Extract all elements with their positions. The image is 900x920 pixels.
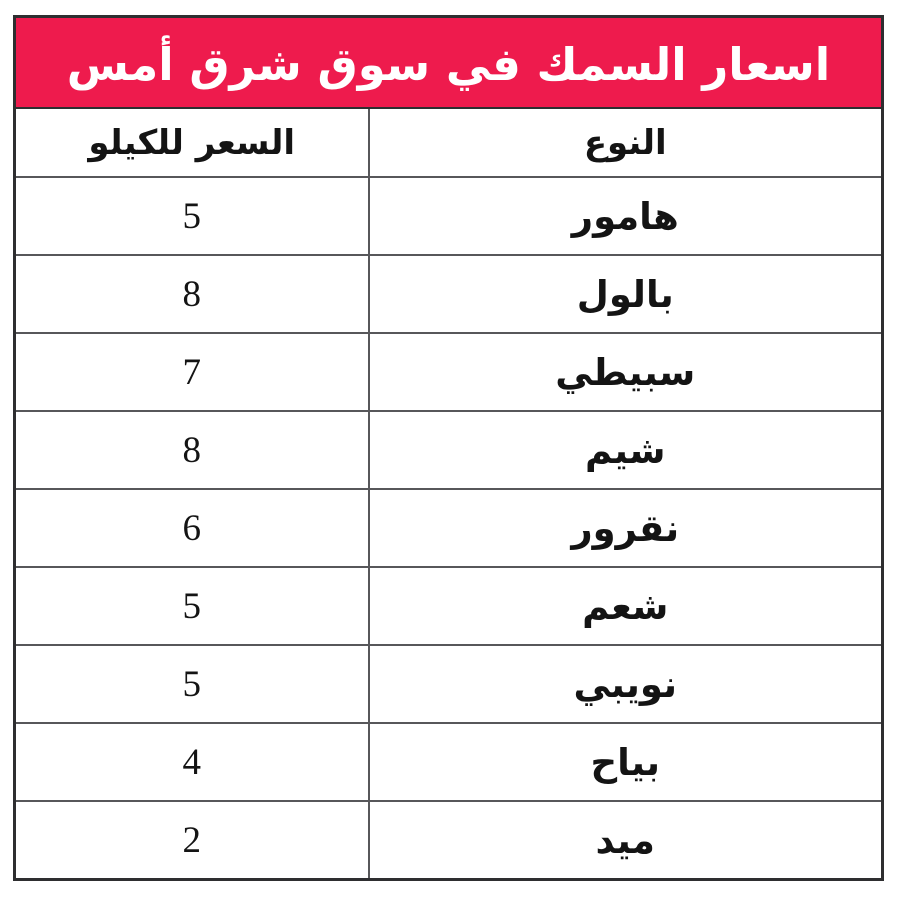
table-row xyxy=(15,567,883,645)
page-title: اسعار السمك في سوق شرق أمس xyxy=(66,38,831,91)
fish-type-cell: سبيطي xyxy=(369,333,883,411)
fish-type-cell: هامور xyxy=(369,177,883,255)
fish-price-cell: 8 xyxy=(15,411,369,489)
column-header-price: السعر للكيلو xyxy=(15,108,369,177)
fish-type-cell: بالول xyxy=(369,255,883,333)
table-row xyxy=(15,801,883,880)
fish-price-cell: 5 xyxy=(15,567,369,645)
table-row xyxy=(15,333,883,411)
fish-price-cell: 7 xyxy=(15,333,369,411)
fish-price-table xyxy=(13,15,884,881)
table-row xyxy=(15,177,883,255)
table-row xyxy=(15,723,883,801)
fish-price-cell: 4 xyxy=(15,723,369,801)
fish-type-cell: ميد xyxy=(369,801,883,880)
fish-price-cell: 5 xyxy=(15,177,369,255)
fish-type-cell: نقرور xyxy=(369,489,883,567)
fish-price-cell: 2 xyxy=(15,801,369,880)
table-header-row xyxy=(15,108,883,177)
table-row xyxy=(15,645,883,723)
fish-price-table-container xyxy=(16,15,884,881)
fish-type-cell: شعم xyxy=(369,567,883,645)
column-header-type: النوع xyxy=(369,108,883,177)
fish-type-cell: شيم xyxy=(369,411,883,489)
table-row xyxy=(15,489,883,567)
table-row xyxy=(15,411,883,489)
fish-price-cell: 6 xyxy=(15,489,369,567)
fish-type-cell: بياح xyxy=(369,723,883,801)
fish-type-cell: نويبي xyxy=(369,645,883,723)
fish-price-cell: 8 xyxy=(15,255,369,333)
title-banner-row xyxy=(15,17,883,109)
title-banner-cell xyxy=(15,17,883,109)
table-row xyxy=(15,255,883,333)
fish-price-cell: 5 xyxy=(15,645,369,723)
